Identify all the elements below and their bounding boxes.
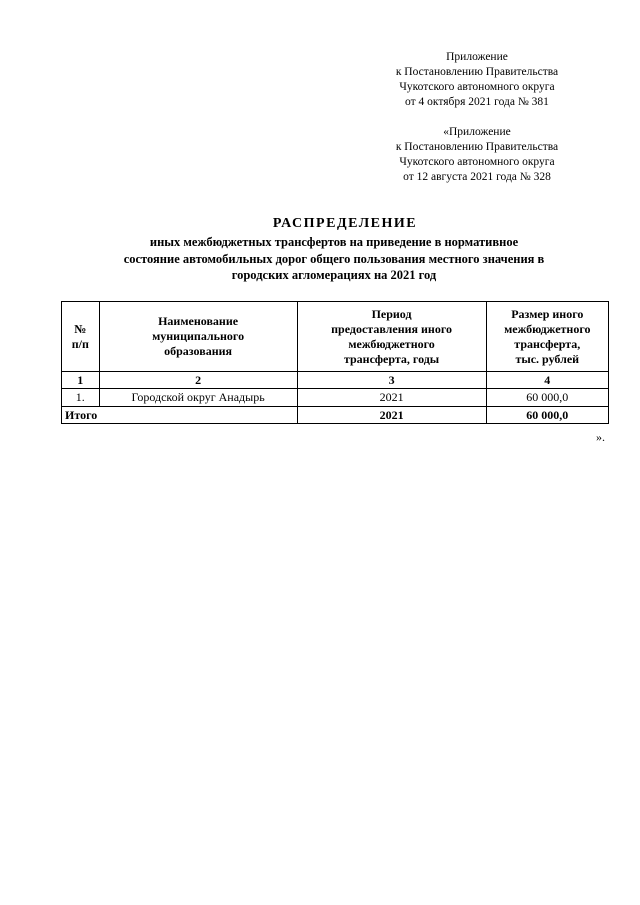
total-period-cell: 2021 [297,407,486,424]
column-number-cell: 1 [62,372,100,389]
subtitle-line: городских агломерациях на 2021 год [231,268,437,282]
column-number-cell: 4 [486,372,608,389]
closing-quote-mark: ». [596,430,605,444]
column-number-cell: 2 [99,372,297,389]
table-row [62,389,609,407]
municipality-cell: Городской округ Анадырь [99,389,297,407]
period-cell: 2021 [297,389,486,407]
annex-header-current [372,50,582,110]
annex-header-previous [372,125,582,185]
annex-line: Чукотского автономного округа [399,156,555,168]
header-municipality [99,302,297,372]
header-line: образования [164,344,233,358]
annex-line: «Приложение [443,126,511,138]
header-line: № [74,321,87,336]
header-line: предоставления иного [331,321,452,336]
annex-line: к Постановлению Правительства [395,141,559,153]
annex-line: Чукотского автономного округа [399,81,555,93]
column-number-cell: 3 [297,372,486,389]
table-header-row [62,302,609,372]
header-line: трансферта, [514,336,581,351]
annex-line: Приложение [446,51,508,63]
total-row [62,407,609,424]
header-line: муниципального [152,329,245,343]
header-line: Период [371,306,412,321]
header-number [62,302,100,372]
header-line: межбюджетного [348,336,435,351]
header-amount [486,302,608,372]
row-number-cell: 1. [62,389,100,407]
header-period [297,302,486,372]
annex-line: от 4 октября 2021 года № 381 [405,96,549,108]
header-line: Наименование [158,314,239,328]
annex-line: к Постановлению Правительства [395,66,559,78]
header-line: Размер иного [511,306,584,321]
document-subtitle [60,234,608,284]
document-title: РАСПРЕДЕЛЕНИЕ [272,216,418,231]
amount-cell: 60 000,0 [486,389,608,407]
total-label-cell: Итого [62,407,298,424]
header-line: межбюджетного [504,321,591,336]
annex-line: от 12 августа 2021 года № 328 [403,171,551,183]
subtitle-line: иных межбюджетных трансфертов на приведение в нормативное [149,235,519,249]
column-number-row [62,372,609,389]
header-line: трансферта, годы [343,351,440,366]
distribution-table [61,301,609,424]
subtitle-line: состояние автомобильных дорог общего пользования местного значения в [123,251,545,266]
header-line: п/п [71,336,89,351]
total-amount-cell: 60 000,0 [486,407,608,424]
header-line: тыс. рублей [515,351,580,366]
